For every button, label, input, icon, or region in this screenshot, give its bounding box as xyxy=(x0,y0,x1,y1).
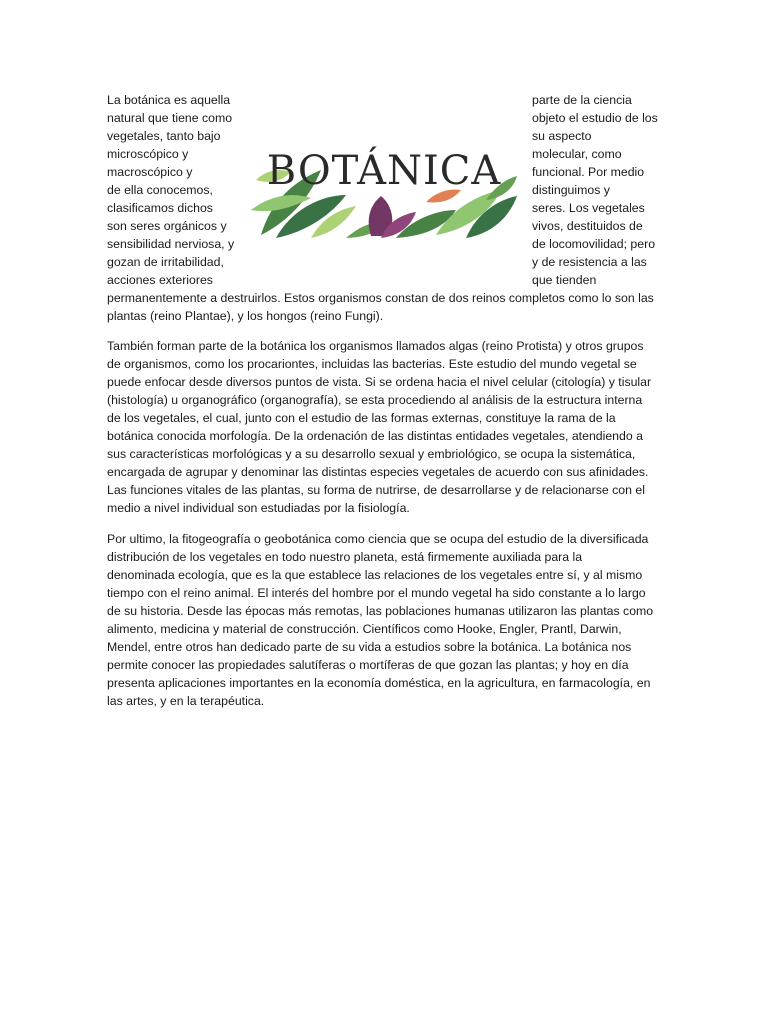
text-line: acciones exteriores xyxy=(107,273,213,287)
text-line: La botánica es aquella xyxy=(107,93,231,107)
text-line: macroscópico y xyxy=(107,165,193,179)
text-line: denominada ecología, que es la que establece las relaciones de los vegetales entre sí, y al mismo xyxy=(107,568,643,582)
text-line: que tienden xyxy=(532,273,597,287)
text-line: alimento, medicina y material de construcción. Científicos como Hooke, Engler, Prantl, Darwin, xyxy=(107,622,622,636)
text-line: Mendel, entre otros han dedicado parte de su vida a estudios sobre la botánica. La botánica nos xyxy=(107,640,632,654)
banner-title: BOTÁNICA xyxy=(266,148,502,194)
text-line: sus características morfológicas y a su desarrollo sexual y embriológico, se ocupa la sistemática, xyxy=(107,447,636,461)
text-line: puede enfocar desde diversos puntos de vista. Si se ordena hacia el nivel celular (citología) y tisular xyxy=(107,375,652,389)
text-line: presenta aplicaciones importantes en la economía doméstica, en la agricultura, en farmacología, en xyxy=(107,676,651,690)
text-line: distribución de los vegetales en todo nuestro planeta, está firmemente auxiliada para la xyxy=(107,550,583,564)
text-line: funcional. Por medio xyxy=(532,165,645,179)
text-line: permanentemente a destruirlos. Estos organismos constan de dos reinos completos como lo son las xyxy=(107,291,654,305)
text-line: son seres orgánicos y xyxy=(107,219,227,233)
text-line: de locomovilidad; pero xyxy=(532,237,656,251)
text-line: sensibilidad nerviosa, y xyxy=(107,237,235,251)
intro-left-column xyxy=(107,91,247,289)
text-line: (histología) u organográfico (organografía), se esta procediendo al análisis de la estructura interna xyxy=(107,393,643,407)
text-line: y de resistencia a las xyxy=(532,255,647,269)
botanica-banner xyxy=(251,140,517,238)
paragraph-1-tail xyxy=(107,289,663,325)
text-line: distinguimos y xyxy=(532,183,610,197)
text-line: vegetales, tanto bajo xyxy=(107,129,221,143)
text-line: plantas (reino Plantae), y los hongos (reino Fungi). xyxy=(107,309,384,323)
text-line: de su historia. Desde las épocas más remotas, las poblaciones humanas utilizaron las plantas como xyxy=(107,604,654,618)
text-line: encargada de agrupar y denominar las distintas especies vegetales de acuerdo con sus afinidades. xyxy=(107,465,649,479)
text-line: vivos, destituidos de xyxy=(532,219,643,233)
text-line: seres. Los vegetales xyxy=(532,201,645,215)
text-line: de ella conocemos, xyxy=(107,183,213,197)
text-line: medio a nivel individual son estudiadas por la fisiología. xyxy=(107,501,410,515)
text-line: permite conocer las propiedades salutíferas o mortíferas de que gozan las plantas; y hoy en día xyxy=(107,658,629,672)
text-line: su aspecto xyxy=(532,129,592,143)
text-line: molecular, como xyxy=(532,147,622,161)
text-line: las artes, y en la terapéutica. xyxy=(107,694,265,708)
text-line: Por ultimo, la fitogeografía o geobotánica como ciencia que se ocupa del estudio de la diversificada xyxy=(107,532,649,546)
text-line: Las funciones vitales de las plantas, su forma de nutrirse, de desarrollarse y de relacionarse con el xyxy=(107,483,645,497)
text-line: clasificamos dichos xyxy=(107,201,213,215)
text-line: gozan de irritabilidad, xyxy=(107,255,224,269)
text-line: parte de la ciencia xyxy=(532,93,632,107)
text-line: microscópico y xyxy=(107,147,189,161)
text-line: de los vegetales, el cual, junto con el estudio de las formas externas, constituye la rama de la xyxy=(107,411,616,425)
text-line: botánica conocida morfología. De la ordenación de las distintas entidades vegetales, atendiendo a xyxy=(107,429,643,443)
text-line: de organismos, como los procariontes, incluidas las bacterias. Este estudio del mundo vegetal se xyxy=(107,357,637,371)
text-line: natural que tiene como xyxy=(107,111,233,125)
text-line: tiempo con el reino animal. El interés del hombre por el mundo vegetal ha sido constante a lo largo xyxy=(107,586,646,600)
text-line: objeto el estudio de los xyxy=(532,111,658,125)
paragraph-2 xyxy=(107,337,663,517)
paragraph-3 xyxy=(107,530,663,710)
text-line: También forman parte de la botánica los organismos llamados algas (reino Protista) y otros grupos xyxy=(107,339,644,353)
intro-right-column xyxy=(532,91,672,289)
